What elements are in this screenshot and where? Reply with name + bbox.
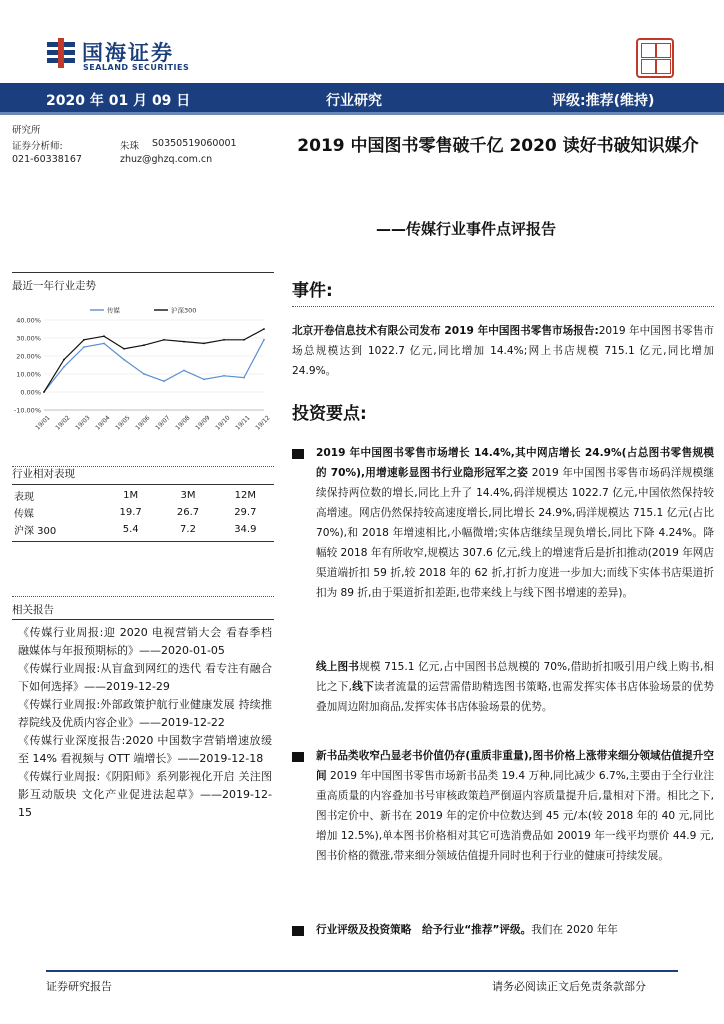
divider xyxy=(12,619,274,620)
data-point xyxy=(103,335,105,337)
series-line-media xyxy=(44,340,264,392)
table-cell: 5.4 xyxy=(122,524,139,535)
series-line-hs300 xyxy=(44,329,264,392)
points-heading: 投资要点: xyxy=(292,404,367,424)
x-tick-label: 19/09 xyxy=(194,414,212,432)
data-point xyxy=(183,370,185,372)
x-tick-label: 19/10 xyxy=(214,414,232,432)
point-2-text: 2019 年中国图书零售市场新书品类 19.4 万种,同比减少 6.7%,主要由于全行业注重高质量的内容叠加书号审核政策趋严倒逼内容质量提升后,量相对下滑。相比之下,图书定价中、新书在 2019 年的定价中位数达到 45 元/本(较 2018 年的 40 元,同比增加 12.5%),单本图书价格相对其它可选消费品如 20019 年一线平均票价 44.9 元,图书价格的微涨,带来细分领域估值提升同时也利于行业的健康可持续发展。 xyxy=(316,770,715,862)
divider xyxy=(12,272,274,273)
offline-text: 读者流量的运营需借助精选图书策略,也需发挥实体书店体验场景的优势叠加周边附加商品,发挥实体书店体验场景的优势。 xyxy=(316,681,714,713)
company-logo xyxy=(46,36,216,76)
related-report-list xyxy=(18,624,272,822)
x-tick-label: 19/05 xyxy=(114,414,132,432)
table-header-cell: 12M xyxy=(234,490,256,501)
related-heading: 相关报告 xyxy=(12,604,54,616)
analyst-license: S0350519060001 xyxy=(152,138,237,149)
table-header-cell: 表现 xyxy=(14,492,34,503)
data-point xyxy=(143,373,145,375)
table-cell: 传媒 xyxy=(14,509,34,520)
red-seal-stamp-icon xyxy=(636,38,674,78)
trend-chart xyxy=(12,300,274,440)
online-books-label: 线上图书 xyxy=(316,661,360,673)
x-tick-label: 19/02 xyxy=(54,414,72,432)
data-point xyxy=(163,339,165,341)
data-point xyxy=(103,343,105,345)
legend-label: 传媒 xyxy=(107,306,120,315)
related-report-link[interactable]: 《传媒行业周报:《阴阳师》系列影视化开启 关注图影互动版块 文化产业促进法起草》——2019-12-15 xyxy=(18,770,272,819)
footer-divider xyxy=(46,970,678,972)
y-tick-label: 10.00% xyxy=(16,370,41,379)
point-3 xyxy=(292,920,714,940)
table-cell: 7.2 xyxy=(180,524,196,535)
event-text: 2019 年中国图书零售市场总规模达到 1022.7 亿元,同比增加 14.4%;网上书店规模 715.1 亿元,同比增加 24.9%。 xyxy=(292,325,714,377)
y-tick-label: 20.00% xyxy=(16,352,41,361)
point-1b xyxy=(292,657,714,717)
table-cell: 19.7 xyxy=(119,507,142,518)
data-point xyxy=(123,348,125,350)
table-cell: 沪深 300 xyxy=(14,526,57,537)
table-cell: 34.9 xyxy=(234,524,257,535)
data-point xyxy=(203,379,205,381)
event-lead: 北京开卷信息技术有限公司发布 2019 年中国图书零售市场报告: xyxy=(292,325,599,337)
report-date: 2020 年 01 月 09 日 xyxy=(46,93,191,109)
table-cell: 29.7 xyxy=(234,507,257,518)
trend-heading: 最近一年行业走势 xyxy=(12,280,96,292)
point-2-headline: 新书品类收窄凸显老书价值仍存(重质非重量),图书价格上涨带来细分领域估值提升空间 xyxy=(316,750,714,782)
table-header-cell: 3M xyxy=(180,490,196,501)
legend-label: 沪深300 xyxy=(171,306,197,315)
y-tick-label: -10.00% xyxy=(13,406,41,415)
analyst-email: zhuz@ghzq.com.cn xyxy=(120,154,213,165)
point-3-rating: 给予行业“推荐”评级。 xyxy=(421,924,532,936)
divider xyxy=(12,596,274,597)
divider xyxy=(12,541,274,542)
divider xyxy=(12,484,274,485)
data-point xyxy=(143,344,145,346)
table-row xyxy=(12,521,274,538)
analyst-contact xyxy=(12,154,274,165)
data-point xyxy=(83,346,85,348)
data-point xyxy=(43,391,45,393)
y-tick-label: 30.00% xyxy=(16,334,41,343)
event-heading: 事件: xyxy=(292,281,333,301)
performance-heading: 行业相对表现 xyxy=(12,468,75,480)
x-tick-label: 19/04 xyxy=(94,414,112,432)
online-books-text: 规模 715.1 亿元,占中国图书总规模的 70%,借助折扣吸引用户线上购书,相比之下, xyxy=(316,661,715,693)
analyst-row xyxy=(12,138,274,152)
y-tick-label: 40.00% xyxy=(16,316,41,325)
data-point xyxy=(123,359,125,361)
analyst-name: 朱珠 xyxy=(120,141,140,152)
data-point xyxy=(263,328,265,330)
related-report-link[interactable]: 《传媒行业周报:外部政策护航行业健康发展 持续推荐院线及优质内容企业》——2019-12-22 xyxy=(18,698,272,729)
divider xyxy=(292,306,714,307)
data-point xyxy=(223,375,225,377)
related-report-link[interactable]: 《传媒行业周报:迎 2020 电视营销大会 看春季档 融媒体与年报预期标的》——2020-01-05 xyxy=(18,626,272,657)
x-tick-label: 19/01 xyxy=(34,414,52,432)
report-title xyxy=(282,130,714,162)
point-3-label: 行业评级及投资策略 xyxy=(316,924,412,936)
table-header-cell: 1M xyxy=(123,490,139,501)
company-name-en: SEALAND SECURITIES xyxy=(83,63,190,72)
data-point xyxy=(243,377,245,379)
data-point xyxy=(183,341,185,343)
data-point xyxy=(263,339,265,341)
x-tick-label: 19/06 xyxy=(134,414,152,432)
event-paragraph xyxy=(292,321,714,381)
report-category: 行业研究 xyxy=(326,93,382,109)
data-point xyxy=(83,339,85,341)
sealand-logo-icon xyxy=(46,38,76,68)
data-point xyxy=(203,343,205,345)
header-bar xyxy=(0,83,724,115)
data-point xyxy=(63,366,65,368)
point-1-headline: 2019 年中国图书零售市场增长 14.4%,其中网店增长 24.9%(占总图书零售规模的 70%),用增速彰显图书行业隐形冠军之姿 xyxy=(316,447,714,479)
x-tick-label: 19/03 xyxy=(74,414,92,432)
analyst-dept: 研究所 xyxy=(12,125,41,136)
main-title: 2019 中国图书零售破千亿 2020 读好书破知识媒介 xyxy=(297,136,699,156)
table-header-row xyxy=(12,487,274,504)
point-3-text: 我们在 2020 年年 xyxy=(531,924,618,936)
analyst-phone: 021-60338167 xyxy=(12,154,82,165)
x-tick-label: 19/12 xyxy=(254,414,272,432)
data-point xyxy=(163,380,165,382)
data-point xyxy=(63,359,65,361)
related-report-link[interactable]: 《传媒行业深度报告:2020 中国数字营销增速放缓至 14% 看视频与 OTT 端增长》——2019-12-18 xyxy=(18,734,272,765)
point-1-text: 2019 年中国图书零售市场码洋规模继续保持两位数的增长,同比上升了 14.4%,码洋规模达 1022.7 亿元,中国依然保持较高增速。网店仍然保持较高速度增长,同比增长 24.9%,码洋规模达 715.1 亿元(占比 70%),和 2018 年增速相比,小幅微增;实体店继续呈现负增长,同比下降 4.24%。降幅较 2018 年有所收窄,规模达 307.6 亿元,线上的增速背后是折扣推动(2019 年网店渠道端折扣 59 折,较 2018 年的 62 折,打折力度进一步加大;而线下实体书店渠道折扣为 89 折,由于渠道折扣差距,也带来线上与线下图书增速的差异)。 xyxy=(316,467,715,599)
related-report-link[interactable]: 《传媒行业周报:从盲盒到网红的迭代 看专注有融合下如何选择》——2019-12-29 xyxy=(18,662,272,693)
y-tick-label: 0.00% xyxy=(20,388,41,397)
x-tick-label: 19/11 xyxy=(234,414,252,432)
data-point xyxy=(223,339,225,341)
table-cell: 26.7 xyxy=(176,507,200,518)
analyst-role: 证券分析师: xyxy=(12,141,63,152)
table-row xyxy=(12,504,274,521)
offline-label: 线下 xyxy=(351,681,374,693)
data-point xyxy=(243,339,245,341)
footer-right: 请务必阅读正文后免责条款部分 xyxy=(492,980,646,993)
point-2 xyxy=(292,746,714,866)
company-name-cn: 国海证券 xyxy=(82,41,174,65)
point-1 xyxy=(292,443,714,603)
x-tick-label: 19/07 xyxy=(154,414,172,432)
performance-table xyxy=(12,487,274,538)
x-tick-label: 19/08 xyxy=(174,414,192,432)
footer-left: 证券研究报告 xyxy=(46,980,112,993)
report-rating: 评级:推荐(维持) xyxy=(552,93,655,109)
sub-title: ——传媒行业事件点评报告 xyxy=(376,220,557,238)
